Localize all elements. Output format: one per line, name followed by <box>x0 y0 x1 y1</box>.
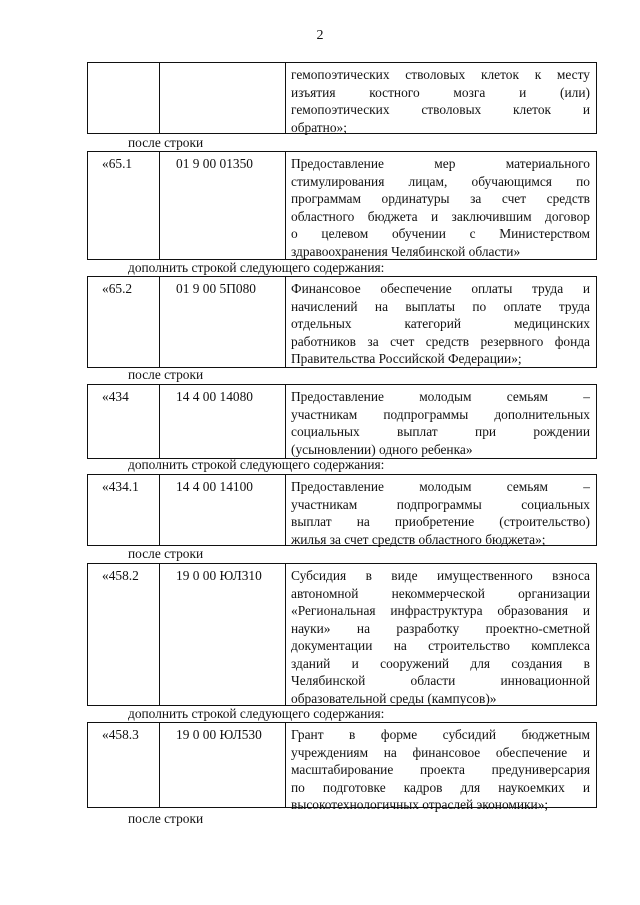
description-line: работников за счет средств резервного фонда <box>291 333 590 349</box>
description-line: программам ординатуры за счет средств <box>291 191 590 206</box>
description-line: Грант в форме субсидий бюджетным <box>291 727 590 742</box>
row-code: «434 <box>88 385 160 458</box>
description-line: начислений на выплаты по оплате труда <box>291 298 590 314</box>
description-line: учреждениям на финансовое обеспечение и <box>291 744 590 760</box>
table-row <box>87 384 597 459</box>
description-line: Предоставление мер материального <box>291 156 590 171</box>
row-kbk: 19 0 00 ЮЛ530 <box>160 723 286 807</box>
description-line: социальных выплат при рождении <box>291 424 590 439</box>
row-kbk: 14 4 00 14080 <box>160 385 286 458</box>
table-row <box>87 563 597 706</box>
row-code: «65.1 <box>88 152 160 259</box>
row-description <box>286 475 596 545</box>
instruction-text: дополнить строкой следующего содержания: <box>128 706 385 721</box>
table-row <box>87 62 597 134</box>
row-description <box>286 152 596 259</box>
instruction-text: после строки <box>128 135 204 150</box>
description-line: науки» на разработку проектно-сметной <box>291 620 590 636</box>
instruction-text: дополнить строкой следующего содержания: <box>128 457 385 472</box>
row-description <box>286 564 596 705</box>
description-line: Финансовое обеспечение оплаты труда и <box>291 281 590 296</box>
description-line: участникам подпрограммы социальных <box>291 496 590 512</box>
description-line: жилья за счет средств областного бюджета»; <box>291 531 546 547</box>
table-row <box>87 474 597 546</box>
page-number: 2 <box>316 28 324 43</box>
description-line: образовательной среды (кампусов)» <box>291 690 497 706</box>
row-code: «458.2 <box>88 564 160 705</box>
row-kbk: 01 9 00 5П080 <box>160 277 286 367</box>
table-row <box>87 276 597 368</box>
table-row <box>87 722 597 812</box>
row-description <box>286 63 596 133</box>
description-line: отдельных категорий медицинских <box>291 316 590 331</box>
row-code: «434.1 <box>88 475 160 545</box>
description-line: Челябинской области инновационной <box>291 673 590 688</box>
row-description <box>286 277 596 367</box>
description-line: Предоставление молодым семьям – <box>291 479 590 494</box>
description-line: масштабирование проекта предуниверсария <box>291 762 590 777</box>
instruction-text: после строки <box>128 367 204 382</box>
description-line: областного бюджета и заключившим договор <box>291 208 590 224</box>
description-line: (усыновлении) одного ребенка» <box>291 441 473 457</box>
description-line: высокотехнологичных отраслей экономики»; <box>291 797 549 812</box>
description-line: зданий и сооружений для создания в <box>291 655 590 671</box>
row-kbk: 14 4 00 14100 <box>160 475 286 545</box>
description-line: о целевом обучении с Министерством <box>291 226 590 241</box>
description-line: изъятия костного мозга и (или) <box>291 84 590 100</box>
description-line: Правительства Российской Федерации»; <box>291 351 522 366</box>
description-line: Субсидия в виде имущественного взноса <box>291 568 590 583</box>
instruction-text: дополнить строкой следующего содержания: <box>128 260 385 275</box>
description-line: участникам подпрограммы дополнительных <box>291 406 590 422</box>
description-line: здравоохранения Челябинской области» <box>291 243 521 259</box>
row-kbk <box>160 63 286 133</box>
description-line: обратно»; <box>291 119 347 135</box>
description-line: гемопоэтических стволовых клеток и <box>291 102 590 117</box>
row-kbk: 01 9 00 01350 <box>160 152 286 259</box>
table-row <box>87 151 597 260</box>
row-code: «458.3 <box>88 723 160 807</box>
row-code <box>88 63 160 133</box>
description-line: Предоставление молодым семьям – <box>291 389 590 404</box>
instruction-text: после строки <box>128 811 204 826</box>
description-line: стимулирования лицам, обучающимся по <box>291 173 590 189</box>
description-line: выплат на приобретение (строительство) <box>291 514 590 529</box>
description-line: документации на строительство комплекса <box>291 638 590 653</box>
description-line: автономной некоммерческой организации <box>291 585 590 601</box>
instruction-text: после строки <box>128 546 204 561</box>
row-kbk: 19 0 00 ЮЛ310 <box>160 564 286 705</box>
description-line: по подготовке кадров для наукоемких и <box>291 779 590 795</box>
description-line: гемопоэтических стволовых клеток к месту <box>291 67 590 82</box>
row-description <box>286 723 596 812</box>
row-description <box>286 385 596 458</box>
row-code: «65.2 <box>88 277 160 367</box>
description-line: «Региональная инфраструктура образования и <box>291 603 590 618</box>
